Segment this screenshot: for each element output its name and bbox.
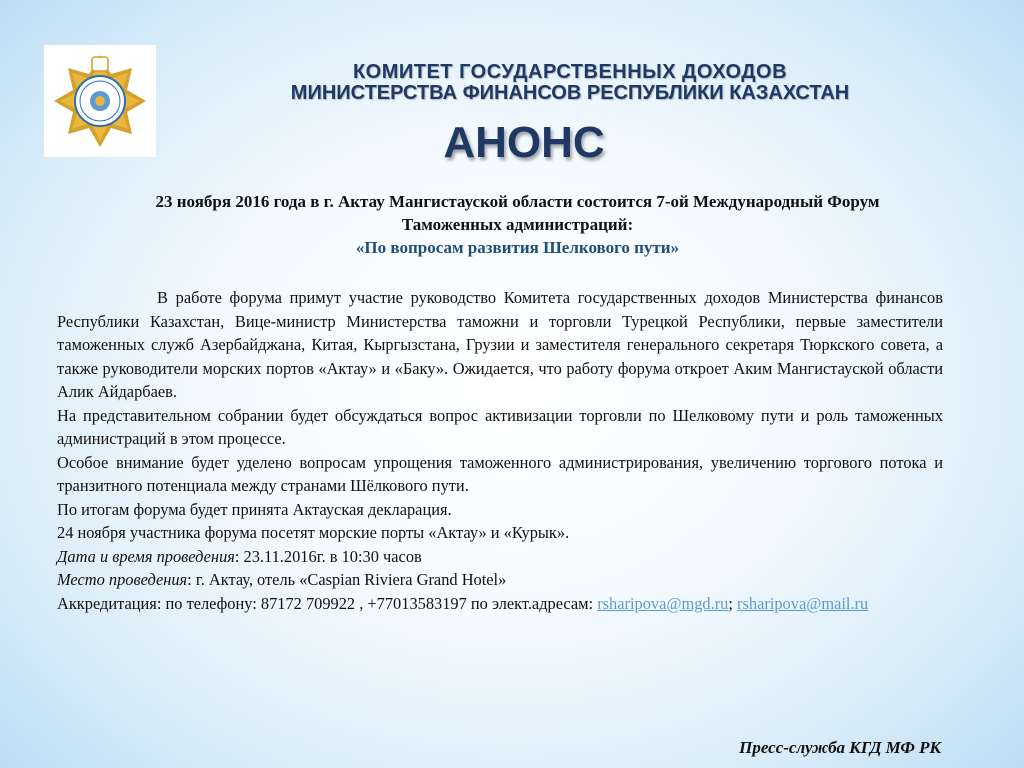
accreditation-line [57, 592, 943, 616]
venue-value: : г. Актау, отель «Caspian Riviera Grand Hotel» [187, 570, 507, 589]
date-time-line [57, 545, 943, 569]
lead-line-2: Таможенных администраций: [401, 215, 634, 234]
announcement-body [57, 286, 943, 615]
forum-topic: «По вопросам развития Шелкового пути» [355, 238, 680, 257]
lead-announcement [60, 190, 975, 259]
venue-label: Место проведения [57, 570, 188, 589]
email-separator: ; [728, 593, 733, 613]
header-line-1: КОМИТЕТ ГОСУДАРСТВЕННЫХ ДОХОДОВ [352, 61, 788, 83]
date-label: Дата и время проведения [57, 546, 235, 566]
header-line-2: МИНИСТЕРСТВА ФИНАНСОВ РЕСПУБЛИКИ КАЗАХСТАН [290, 82, 850, 104]
paragraph-discussion: На представительном собрании будет обсуждаться вопрос активизации торговли по Шелковому пути и роль таможенных администраций в этом процессе. [57, 405, 943, 448]
accreditation-text: Аккредитация: по телефону: 87172 709922 , +77013583197 по элект.адресам: [57, 593, 598, 613]
lead-line-1: 23 ноября 2016 года в г. Актау Мангистауской области состоится 7-ой Международный Форум [155, 192, 880, 211]
date-value: : 23.11.2016г. в 10:30 часов [234, 546, 422, 566]
paragraph-declaration: По итогам форума будет принята Актауская декларация. [57, 499, 452, 519]
email-link-mail[interactable]: rsharipova@mail.ru [737, 593, 869, 613]
press-service-signature: Пресс-служба КГД МФ РК [739, 738, 941, 757]
paragraph-focus: Особое внимание будет уделено вопросам упрощения таможенного администрирования, увеличению торгового потока и транзитного потенциала между странами Шёлкового пути. [57, 452, 943, 495]
paragraph-port-visit: 24 ноября участника форума посетят морские порты «Актау» и «Курык». [57, 523, 570, 542]
email-link-mgd[interactable]: rsharipova@mgd.ru [597, 593, 729, 613]
venue-line [57, 568, 943, 592]
page-title: АНОНС [443, 118, 605, 167]
paragraph-participants: В работе форума примут участие руководство Комитета государственных доходов Министерства финансов Республики Казахстан, Вице-министр Министерства таможни и торговли Турецкой Республики, первые заместители таможенных служб Азербайджана, Китая, Кыргызстана, Грузии и заместителя генерального секретаря Тюркского совета, а также руководители морских портов «Актау» и «Баку». Ожидается, что работу форума откроет Аким Мангистауской области Алик Айдарбаев. [57, 288, 943, 401]
committee-header [180, 62, 960, 104]
